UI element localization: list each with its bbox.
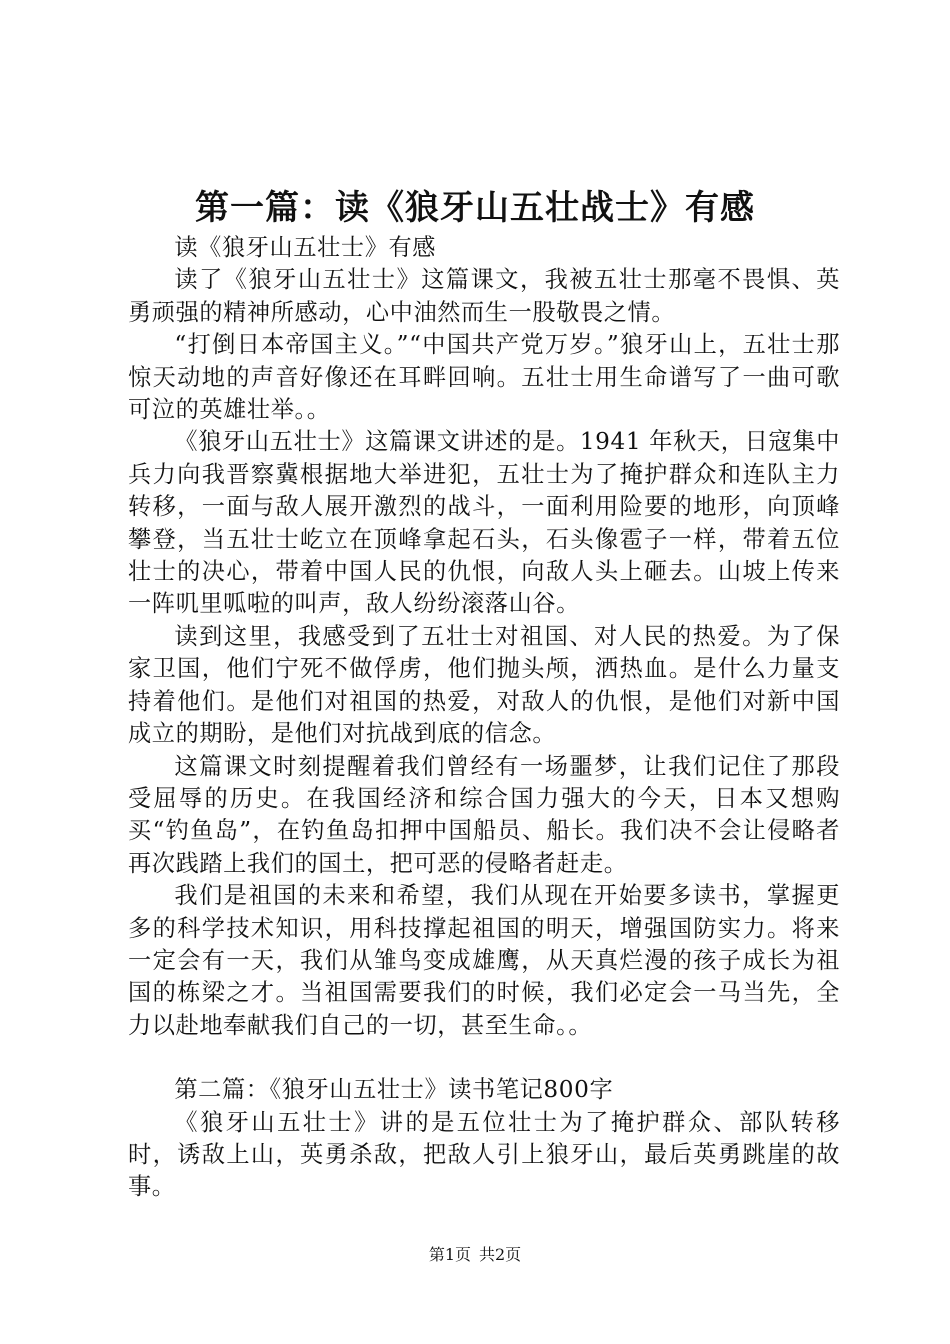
body-paragraph: 读到这里，我感受到了五壮士对祖国、对人民的热爱。为了保家卫国，他们宁死不做俘虏，他们抛头颅，洒热血。是什么力量支持着他们。是他们对祖国的热爱，对敌人的仇恨，是他们对新中国成立的期盼，是他们对抗战到底的信念。 <box>128 622 840 748</box>
page-footer <box>0 1244 950 1266</box>
body-paragraph: 《狼牙山五壮士》这篇课文讲述的是。1941 年秋天，日寇集中兵力向我晋察冀根据地大举进犯，五壮士为了掩护群众和连队主力转移，一面与敌人展开激烈的战斗，一面利用险要的地形，向顶峰攀登，当五壮士屹立在顶峰拿起石头，石头像雹子一样，带着五位壮士的决心，带着中国人民的仇恨，向敌人头上砸去。山坡上传来一阵叽里呱啦的叫声，敌人纷纷滚落山谷。 <box>128 428 840 618</box>
page-total: 共2页 <box>479 1245 522 1264</box>
body-paragraph: 《狼牙山五壮士》讲的是五位壮士为了掩护群众、部队转移时，诱敌上山，英勇杀敌，把敌人引上狼牙山，最后英勇跳崖的故事。 <box>128 1108 840 1201</box>
document-body <box>128 232 840 1204</box>
body-paragraph: 我们是祖国的未来和希望，我们从现在开始要多读书，掌握更多的科学技术知识，用科技撑起祖国的明天，增强国防实力。将来一定会有一天，我们从雏鸟变成雄鹰，从天真烂漫的孩子成长为祖国的栋梁之才。当祖国需要我们的时候，我们必定会一马当先，全力以赴地奉献我们自己的一切，甚至生命。。 <box>128 882 840 1039</box>
section-heading: 第二篇：《狼牙山五壮士》读书笔记800字 <box>174 1076 614 1104</box>
body-paragraph: 这篇课文时刻提醒着我们曾经有一场噩梦，让我们记住了那段受屈辱的历史。在我国经济和综合国力强大的今天，日本又想购买“钓鱼岛”，在钓鱼岛扣押中国船员、船长。我们决不会让侵略者再次践踏上我们的国土，把可恶的侵略者赶走。 <box>128 752 840 877</box>
body-paragraph: “打倒日本帝国主义。”“中国共产党万岁。”狼牙山上，五壮士那惊天动地的声音好像还在耳畔回响。五壮士用生命谱写了一曲可歌可泣的英雄壮举。。 <box>128 331 840 424</box>
page-number: 第1页 <box>428 1245 471 1264</box>
subtitle-paragraph: 读《狼牙山五壮士》有感 <box>174 234 437 261</box>
body-paragraph: 读了《狼牙山五壮士》这篇课文，我被五壮士那毫不畏惧、英勇顽强的精神所感动，心中油然而生一股敬畏之情。 <box>128 266 840 326</box>
page-title: 第一篇：读《狼牙山五壮战士》有感 <box>195 188 755 228</box>
